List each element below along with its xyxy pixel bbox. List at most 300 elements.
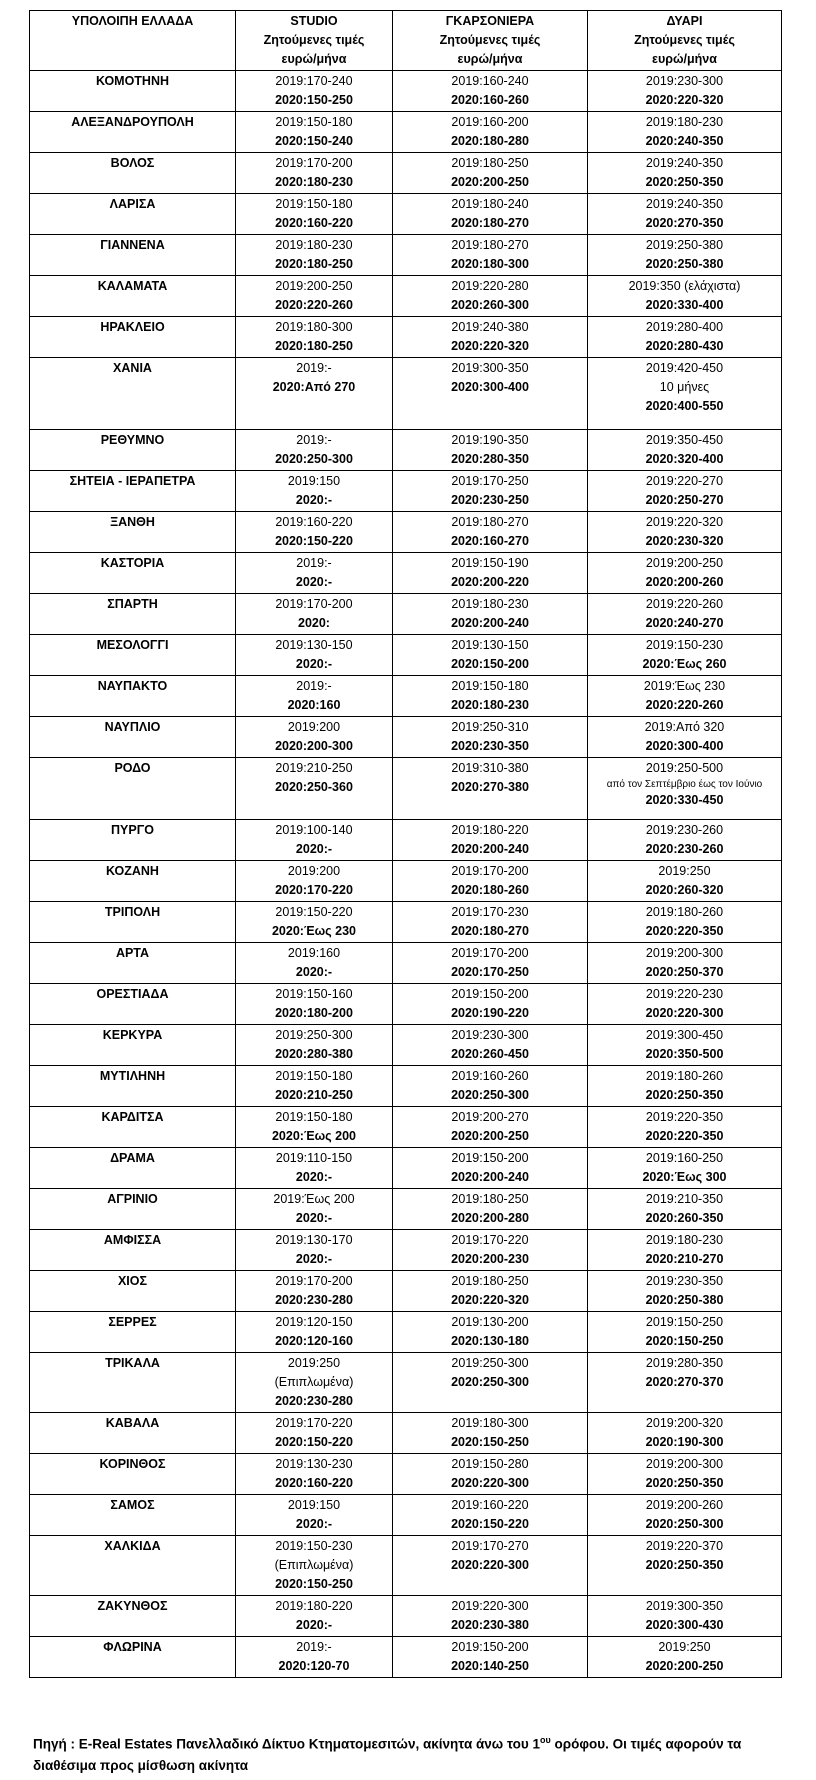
price-2020: 2020:200-240 (451, 842, 529, 856)
studio-price-cell (236, 1148, 393, 1189)
table-row (30, 317, 782, 358)
garsoniera-price-cell (393, 317, 588, 358)
price-2020: 2020:- (295, 1211, 333, 1225)
city-cell: ΣΠΑΡΤΗ (30, 594, 236, 635)
price-2019: 2019:130-150 (275, 638, 353, 652)
price-2019: 2019:250 (287, 1356, 341, 1370)
dyari-price-cell (588, 1107, 782, 1148)
price-2020: 2020:Έως 260 (642, 657, 727, 671)
city-cell: ΚΑΡΔΙΤΣΑ (30, 1107, 236, 1148)
city-cell: ΡΟΔΟ (30, 758, 236, 820)
price-2019: 2019:250 (658, 1640, 711, 1654)
table-row (30, 512, 782, 553)
price-2020: 2020:250-350 (645, 1558, 724, 1572)
garsoniera-price-cell (393, 1066, 588, 1107)
city-cell: ΒΟΛΟΣ (30, 153, 236, 194)
price-2019: 2019:210-250 (275, 761, 353, 775)
price-2020: 2020:280-350 (451, 452, 529, 466)
price-2019: 2019:150-200 (451, 987, 529, 1001)
price-2020: 2020:190-300 (645, 1435, 724, 1449)
price-2019: 2019:Έως 200 (273, 1192, 355, 1206)
price-2019: 2019:- (296, 679, 332, 693)
price-2019: 2019:150-180 (451, 679, 529, 693)
table-row (30, 1454, 782, 1495)
price-2020: 2020:150-250 (275, 93, 353, 107)
price-2020: 2020:180-230 (275, 175, 353, 189)
price-2019: 2019:160-220 (275, 515, 353, 529)
garsoniera-price-cell (393, 358, 588, 430)
garsoniera-price-cell (393, 594, 588, 635)
price-2020: 2020:180-260 (451, 883, 529, 897)
table-row (30, 758, 782, 820)
price-2019: 2019:180-230 (645, 1233, 724, 1247)
price-2019: 2019:160 (287, 946, 341, 960)
table-row (30, 1271, 782, 1312)
price-2020: 2020:280-380 (275, 1047, 353, 1061)
price-2019: 2019:220-280 (451, 279, 529, 293)
price-2019: 2019:240-380 (451, 320, 529, 334)
dyari-price-cell (588, 1066, 782, 1107)
table-body (30, 71, 782, 1678)
city-cell: ΚΟΡΙΝΘΟΣ (30, 1454, 236, 1495)
dyari-price-cell (588, 112, 782, 153)
price-2020: 2020:270-370 (645, 1375, 724, 1389)
price-2020: 2020:250-380 (645, 1293, 724, 1307)
price-2019: 2019:200 (287, 864, 341, 878)
price-2019: 2019:Έως 230 (643, 679, 726, 693)
price-2019: 2019:160-250 (645, 1151, 724, 1165)
price-2019: 2019:230-260 (645, 823, 724, 837)
price-2019: 2019:220-230 (645, 987, 724, 1001)
price-2020: 2020:270-350 (645, 216, 724, 230)
price-2020: 2020:220-350 (645, 924, 724, 938)
price-2019: 2019:170-200 (275, 1274, 353, 1288)
price-2020: 2020:220-320 (451, 1293, 529, 1307)
table-row (30, 1637, 782, 1678)
garsoniera-price-cell (393, 1637, 588, 1678)
dyari-price-cell (588, 235, 782, 276)
studio-price-cell (236, 235, 393, 276)
price-2020: 2020:250-350 (645, 1476, 724, 1490)
price-2020: 2020:230-320 (645, 534, 724, 548)
price-2019: 2019:250-310 (451, 720, 529, 734)
dyari-price-cell (588, 1271, 782, 1312)
dyari-price-cell (588, 758, 782, 820)
dyari-price-cell (588, 1312, 782, 1353)
table-row (30, 112, 782, 153)
table-row (30, 1189, 782, 1230)
table-row (30, 471, 782, 512)
city-cell: ΑΛΕΞΑΝΔΡΟΥΠΟΛΗ (30, 112, 236, 153)
table-row (30, 153, 782, 194)
price-note: 10 μήνες (659, 380, 710, 394)
studio-price-cell (236, 1536, 393, 1596)
city-cell: ΚΕΡΚΥΡΑ (30, 1025, 236, 1066)
garsoniera-price-cell (393, 676, 588, 717)
price-2020: 2020:200-220 (451, 575, 529, 589)
table-row (30, 235, 782, 276)
price-2020: 2020:200-230 (451, 1252, 529, 1266)
price-2020: 2020:- (295, 1252, 333, 1266)
garsoniera-price-cell (393, 1353, 588, 1413)
studio-price-cell (236, 1025, 393, 1066)
price-note: από τον Σεπτέμβριο έως τον Ιούνιο (606, 779, 763, 790)
price-2020: 2020:230-260 (645, 842, 724, 856)
garsoniera-price-cell (393, 984, 588, 1025)
city-cell: ΟΡΕΣΤΙΑΔΑ (30, 984, 236, 1025)
studio-price-cell (236, 1107, 393, 1148)
price-2020: 2020:190-220 (451, 1006, 529, 1020)
price-2019: 2019:- (296, 556, 332, 570)
price-2019: 2019:150-180 (275, 1110, 353, 1124)
price-2020: 2020:- (295, 575, 333, 589)
garsoniera-price-cell (393, 1107, 588, 1148)
price-2020: 2020:200-250 (451, 1129, 529, 1143)
city-cell: ΣΗΤΕΙΑ - ΙΕΡΑΠΕΤΡΑ (30, 471, 236, 512)
garsoniera-price-cell (393, 1312, 588, 1353)
price-2019: 2019:220-370 (645, 1539, 724, 1553)
price-2020: 2020:330-400 (645, 298, 724, 312)
garsoniera-price-cell (393, 1025, 588, 1066)
price-2020: 2020:250-370 (645, 965, 724, 979)
price-2019: 2019:200-250 (275, 279, 353, 293)
dyari-price-cell (588, 276, 782, 317)
city-cell: ΚΑΣΤΟΡΙΑ (30, 553, 236, 594)
dyari-price-cell (588, 861, 782, 902)
price-2019: 2019:180-300 (451, 1416, 529, 1430)
price-2019: 2019:170-200 (275, 597, 353, 611)
price-2020: 2020:200-300 (275, 739, 353, 753)
garsoniera-price-cell (393, 861, 588, 902)
price-2020: 2020:250-270 (645, 493, 724, 507)
garsoniera-price-cell (393, 1596, 588, 1637)
garsoniera-price-cell (393, 153, 588, 194)
price-2019: 2019:250-300 (451, 1356, 529, 1370)
price-2020: 2020:250-300 (451, 1375, 529, 1389)
garsoniera-price-cell (393, 820, 588, 861)
price-2019: 2019:180-270 (451, 238, 529, 252)
garsoniera-price-cell (393, 553, 588, 594)
city-cell: ΜΕΣΟΛΟΓΓΙ (30, 635, 236, 676)
table-row (30, 717, 782, 758)
price-2020: 2020:170-220 (275, 883, 353, 897)
garsoniera-price-cell (393, 943, 588, 984)
table-row (30, 1536, 782, 1596)
price-2020: 2020:260-320 (645, 883, 724, 897)
city-cell: ΑΓΡΙΝΙΟ (30, 1189, 236, 1230)
dyari-price-cell (588, 717, 782, 758)
garsoniera-price-cell (393, 235, 588, 276)
garsoniera-price-cell (393, 1536, 588, 1596)
dyari-price-cell (588, 1536, 782, 1596)
price-2020: 2020:150-220 (275, 1435, 353, 1449)
city-cell: ΚΟΜΟΤΗΝΗ (30, 71, 236, 112)
price-2019: 2019:180-230 (645, 115, 724, 129)
price-2019: 2019:180-220 (451, 823, 529, 837)
price-2020: 2020:150-200 (451, 657, 529, 671)
price-2019: 2019:150-180 (275, 115, 353, 129)
price-2020: 2020:220-260 (275, 298, 353, 312)
garsoniera-price-cell (393, 512, 588, 553)
price-2020: 2020:180-250 (275, 257, 353, 271)
price-2019: 2019:200-300 (645, 1457, 724, 1471)
price-2020: 2020:130-180 (451, 1334, 529, 1348)
studio-price-cell (236, 317, 393, 358)
price-2019: 2019:250 (658, 864, 711, 878)
garsoniera-price-cell (393, 1230, 588, 1271)
price-2020: 2020:- (295, 842, 333, 856)
dyari-price-cell (588, 1637, 782, 1678)
price-2019: 2019:150-160 (275, 987, 353, 1001)
price-2019: 2019:230-300 (645, 74, 724, 88)
price-2020: 2020:- (295, 1618, 333, 1632)
city-cell: ΧΑΝΙΑ (30, 358, 236, 430)
price-2020: 2020:210-250 (275, 1088, 353, 1102)
price-2020: 2020:250-380 (645, 257, 724, 271)
price-2020: 2020:150-250 (275, 1577, 353, 1591)
price-2020: 2020:Έως 200 (271, 1129, 357, 1143)
price-2019: 2019:220-300 (451, 1599, 529, 1613)
price-2020: 2020:250-350 (645, 1088, 724, 1102)
garsoniera-price-cell (393, 1271, 588, 1312)
price-2020: 2020:330-450 (645, 793, 724, 807)
city-cell: ΤΡΙΠΟΛΗ (30, 902, 236, 943)
price-2019: 2019:180-230 (451, 597, 529, 611)
price-2019: 2019:160-200 (451, 115, 529, 129)
price-2019: 2019:180-240 (451, 197, 529, 211)
price-2019: 2019:200-320 (645, 1416, 724, 1430)
table-row (30, 1107, 782, 1148)
city-cell: ΤΡΙΚΑΛΑ (30, 1353, 236, 1413)
price-2019: 2019:220-260 (645, 597, 724, 611)
price-2020: 2020:180-200 (275, 1006, 353, 1020)
price-2020: 2020:180-270 (451, 216, 529, 230)
price-2020: 2020:220-260 (645, 698, 724, 712)
dyari-price-cell (588, 358, 782, 430)
studio-price-cell (236, 676, 393, 717)
city-cell: ΞΑΝΘΗ (30, 512, 236, 553)
price-2020: 2020:230-280 (275, 1293, 353, 1307)
price-2020: 2020:180-270 (451, 924, 529, 938)
city-cell: ΔΡΑΜΑ (30, 1148, 236, 1189)
studio-price-cell (236, 594, 393, 635)
price-2019: 2019:Από 320 (644, 720, 725, 734)
price-2019: 2019:350 (ελάχιστα) (628, 279, 741, 293)
table-row (30, 1230, 782, 1271)
footnote-text: Πηγή : E-Real Estates Πανελλαδικό Δίκτυο Κτηματομεσιτών, ακίνητα άνω του 1 (33, 1736, 540, 1752)
price-2019: 2019:280-350 (645, 1356, 724, 1370)
price-2019: 2019:150 (287, 474, 341, 488)
price-2019: 2019:- (296, 361, 332, 375)
dyari-price-cell (588, 902, 782, 943)
header-garsoniera: ΓΚΑΡΣΟΝΙΕΡΑ Ζητούμενες τιμές ευρώ/μήνα (393, 11, 588, 71)
price-2020: 2020:150-220 (275, 534, 353, 548)
table-row (30, 71, 782, 112)
dyari-price-cell (588, 1495, 782, 1536)
city-cell: ΝΑΥΠΛΙΟ (30, 717, 236, 758)
price-2020: 2020:250-300 (275, 452, 353, 466)
city-cell: ΦΛΩΡΙΝΑ (30, 1637, 236, 1678)
table-row (30, 594, 782, 635)
city-cell: ΚΟΖΑΝΗ (30, 861, 236, 902)
price-2020: 2020:150-220 (451, 1517, 529, 1531)
price-2020: 2020:160-220 (275, 216, 353, 230)
price-2020: 2020:- (295, 965, 333, 979)
garsoniera-price-cell (393, 112, 588, 153)
dyari-price-cell (588, 153, 782, 194)
price-2020: 2020:- (295, 1170, 333, 1184)
price-2020: 2020:180-280 (451, 134, 529, 148)
rent-prices-table (29, 10, 782, 1678)
garsoniera-price-cell (393, 471, 588, 512)
studio-price-cell (236, 430, 393, 471)
price-2020: 2020:210-270 (645, 1252, 724, 1266)
studio-price-cell (236, 471, 393, 512)
garsoniera-price-cell (393, 902, 588, 943)
price-2020: 2020:160-270 (451, 534, 529, 548)
price-2019: 2019:130-230 (275, 1457, 353, 1471)
dyari-price-cell (588, 594, 782, 635)
price-2020: 2020:Έως 230 (271, 924, 357, 938)
studio-price-cell (236, 1413, 393, 1454)
price-2020: 2020:300-400 (645, 739, 724, 753)
price-2020: 2020:160-220 (275, 1476, 353, 1490)
garsoniera-price-cell (393, 758, 588, 820)
studio-price-cell (236, 71, 393, 112)
price-2020: 2020:260-350 (645, 1211, 724, 1225)
price-2019: 2019:200-270 (451, 1110, 529, 1124)
price-2020: 2020:200-280 (451, 1211, 529, 1225)
price-2019: 2019:100-140 (275, 823, 353, 837)
footnote-text-end: ορόφου. Οι τιμές αφορούν τα διαθέσιμα προς μίσθωση ακίνητα (33, 1736, 742, 1773)
table-row (30, 1596, 782, 1637)
price-2020: 2020:230-250 (451, 493, 529, 507)
price-2019: 2019:250-380 (645, 238, 724, 252)
price-2020: 2020:250-300 (451, 1088, 529, 1102)
price-2020: 2020: (298, 616, 330, 630)
dyari-price-cell (588, 430, 782, 471)
studio-price-cell (236, 902, 393, 943)
dyari-price-cell (588, 1353, 782, 1413)
table-row (30, 194, 782, 235)
price-2019: 2019:180-250 (451, 1192, 529, 1206)
price-2019: 2019:180-230 (275, 238, 353, 252)
price-2019: 2019:200 (287, 720, 341, 734)
price-2019: 2019:170-230 (451, 905, 529, 919)
dyari-price-cell (588, 1454, 782, 1495)
price-2019: 2019:150-180 (275, 1069, 353, 1083)
price-2019: 2019:300-450 (645, 1028, 724, 1042)
price-2019: 2019:240-350 (645, 197, 724, 211)
studio-price-cell (236, 194, 393, 235)
studio-price-cell (236, 153, 393, 194)
header-studio: STUDIO Ζητούμενες τιμές ευρώ/μήνα (236, 11, 393, 71)
price-2019: 2019:280-400 (645, 320, 724, 334)
price-2019: 2019:420-450 (645, 361, 724, 375)
garsoniera-price-cell (393, 635, 588, 676)
city-cell: ΜΥΤΙΛΗΝΗ (30, 1066, 236, 1107)
price-2020: 2020:- (295, 1517, 333, 1531)
studio-price-cell (236, 112, 393, 153)
city-cell: ΧΑΛΚΙΔΑ (30, 1536, 236, 1596)
city-cell: ΧΙΟΣ (30, 1271, 236, 1312)
studio-price-cell (236, 861, 393, 902)
city-cell: ΛΑΡΙΣΑ (30, 194, 236, 235)
price-2019: 2019:220-350 (645, 1110, 724, 1124)
table-row (30, 1025, 782, 1066)
table-row (30, 1413, 782, 1454)
price-2020: 2020:Έως 300 (642, 1170, 727, 1184)
price-2020: 2020:240-270 (645, 616, 724, 630)
dyari-price-cell (588, 984, 782, 1025)
price-2020: 2020:200-260 (645, 575, 724, 589)
price-2019: 2019:240-350 (645, 156, 724, 170)
garsoniera-price-cell (393, 1148, 588, 1189)
price-2020: 2020:250-300 (645, 1517, 724, 1531)
price-2020: 2020:260-450 (451, 1047, 529, 1061)
table-row (30, 984, 782, 1025)
city-cell: ΓΙΑΝΝΕΝΑ (30, 235, 236, 276)
city-cell: ΣΑΜΟΣ (30, 1495, 236, 1536)
dyari-price-cell (588, 317, 782, 358)
city-cell: ΠΥΡΓΟ (30, 820, 236, 861)
studio-price-cell (236, 1230, 393, 1271)
price-2020: 2020:220-350 (645, 1129, 724, 1143)
dyari-price-cell (588, 471, 782, 512)
price-2019: 2019:120-150 (275, 1315, 353, 1329)
price-note: (Επιπλωμένα) (274, 1375, 354, 1389)
price-2020: 2020:220-320 (451, 339, 529, 353)
source-footnote (33, 1730, 783, 1776)
city-cell: ΖΑΚΥΝΘΟΣ (30, 1596, 236, 1637)
footnote-superscript: ου (539, 1735, 551, 1745)
price-2019: 2019:170-220 (275, 1416, 353, 1430)
dyari-price-cell (588, 1230, 782, 1271)
price-2019: 2019:180-250 (451, 156, 529, 170)
price-2019: 2019:180-260 (645, 905, 724, 919)
price-2019: 2019:150-190 (451, 556, 529, 570)
dyari-price-cell (588, 1596, 782, 1637)
dyari-price-cell (588, 1413, 782, 1454)
header-region: ΥΠΟΛΟΙΠΗ ΕΛΛΑΔΑ (30, 11, 236, 71)
price-2019: 2019:200-260 (645, 1498, 724, 1512)
city-cell: ΗΡΑΚΛΕΙΟ (30, 317, 236, 358)
price-2019: 2019:- (296, 433, 332, 447)
table-row (30, 1312, 782, 1353)
studio-price-cell (236, 1454, 393, 1495)
price-note: (Επιπλωμένα) (274, 1558, 354, 1572)
garsoniera-price-cell (393, 1413, 588, 1454)
price-2020: 2020:180-300 (451, 257, 529, 271)
city-cell: ΣΕΡΡΕΣ (30, 1312, 236, 1353)
price-2020: 2020:150-250 (451, 1435, 529, 1449)
price-2019: 2019:170-270 (451, 1539, 529, 1553)
price-2019: 2019:200-300 (645, 946, 724, 960)
city-cell: ΑΜΦΙΣΣΑ (30, 1230, 236, 1271)
table-row (30, 676, 782, 717)
price-2019: 2019:180-250 (451, 1274, 529, 1288)
studio-price-cell (236, 1312, 393, 1353)
price-2020: 2020:150-240 (275, 134, 353, 148)
price-2019: 2019:180-260 (645, 1069, 724, 1083)
price-2020: 2020:160-260 (451, 93, 529, 107)
table-row (30, 820, 782, 861)
studio-price-cell (236, 276, 393, 317)
price-2020: 2020:400-550 (645, 399, 724, 413)
table-row (30, 861, 782, 902)
price-2020: 2020:350-500 (645, 1047, 724, 1061)
dyari-price-cell (588, 512, 782, 553)
